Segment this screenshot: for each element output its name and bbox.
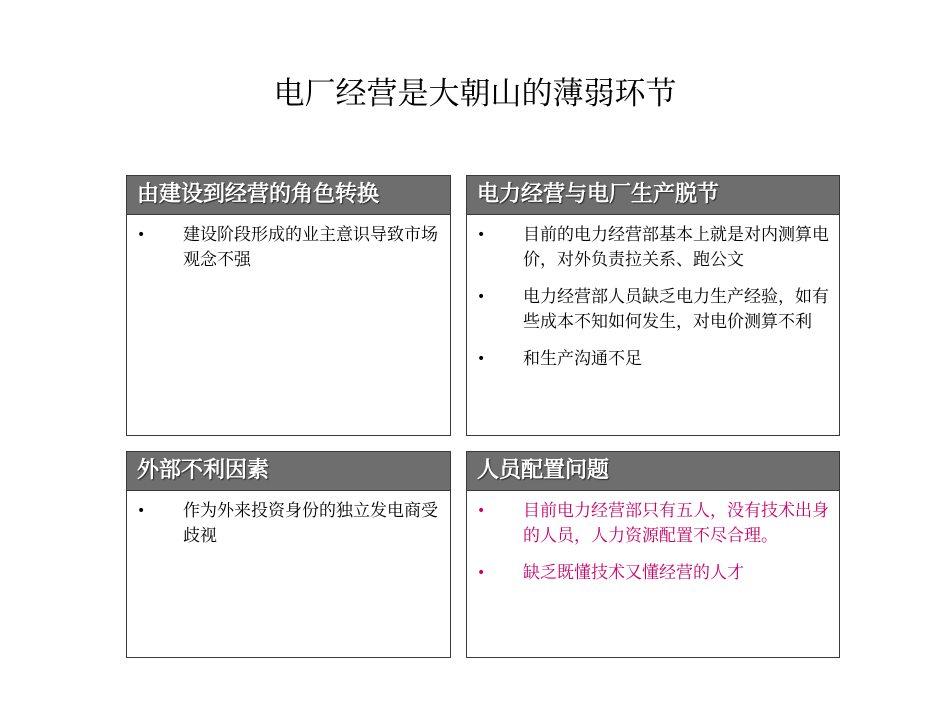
bullet-text: 作为外来投资身份的独立发电商受歧视 xyxy=(183,501,438,546)
box-heading: 电力经营与电厂生产脱节 xyxy=(467,176,839,215)
bullet-icon: • xyxy=(477,351,486,367)
bullet-item xyxy=(467,561,829,586)
bullet-icon: • xyxy=(137,503,146,519)
box-operation-disconnect xyxy=(466,175,840,436)
bullet-text: 目前电力经营部只有五人，没有技术出身的人员，人力资源配置不尽合理。 xyxy=(523,501,829,546)
bullet-item xyxy=(467,223,829,272)
box-role-transition xyxy=(126,175,451,436)
bullet-item xyxy=(467,347,829,372)
page-title: 电厂经营是大朝山的薄弱环节 xyxy=(273,76,677,112)
bullet-list xyxy=(127,215,450,272)
bullet-item xyxy=(467,285,829,334)
box-heading: 由建设到经营的角色转换 xyxy=(127,176,450,215)
box-heading: 外部不利因素 xyxy=(127,452,450,491)
bullet-icon: • xyxy=(477,289,486,305)
bullet-item xyxy=(467,499,829,548)
bullet-icon: • xyxy=(477,227,486,243)
bullet-item xyxy=(127,499,440,548)
bullet-text: 电力经营部人员缺乏电力生产经验，如有些成本不知如何发生，对电价测算不利 xyxy=(523,287,829,332)
box-staffing-issues xyxy=(466,451,840,658)
bullet-text: 缺乏既懂技术又懂经营的人才 xyxy=(523,563,744,583)
bullet-icon: • xyxy=(477,503,486,519)
bullet-list xyxy=(127,491,450,548)
bullet-icon: • xyxy=(137,227,146,243)
bullet-icon: • xyxy=(477,565,486,581)
bullet-text: 目前的电力经营部基本上就是对内测算电价，对外负责拉关系、跑公文 xyxy=(523,225,829,270)
bullet-list xyxy=(467,491,839,586)
bullet-text: 建设阶段形成的业主意识导致市场观念不强 xyxy=(183,225,438,270)
bullet-item xyxy=(127,223,440,272)
box-external-factors xyxy=(126,451,451,658)
bullet-list xyxy=(467,215,839,372)
bullet-text: 和生产沟通不足 xyxy=(523,349,642,369)
box-heading: 人员配置问题 xyxy=(467,452,839,491)
